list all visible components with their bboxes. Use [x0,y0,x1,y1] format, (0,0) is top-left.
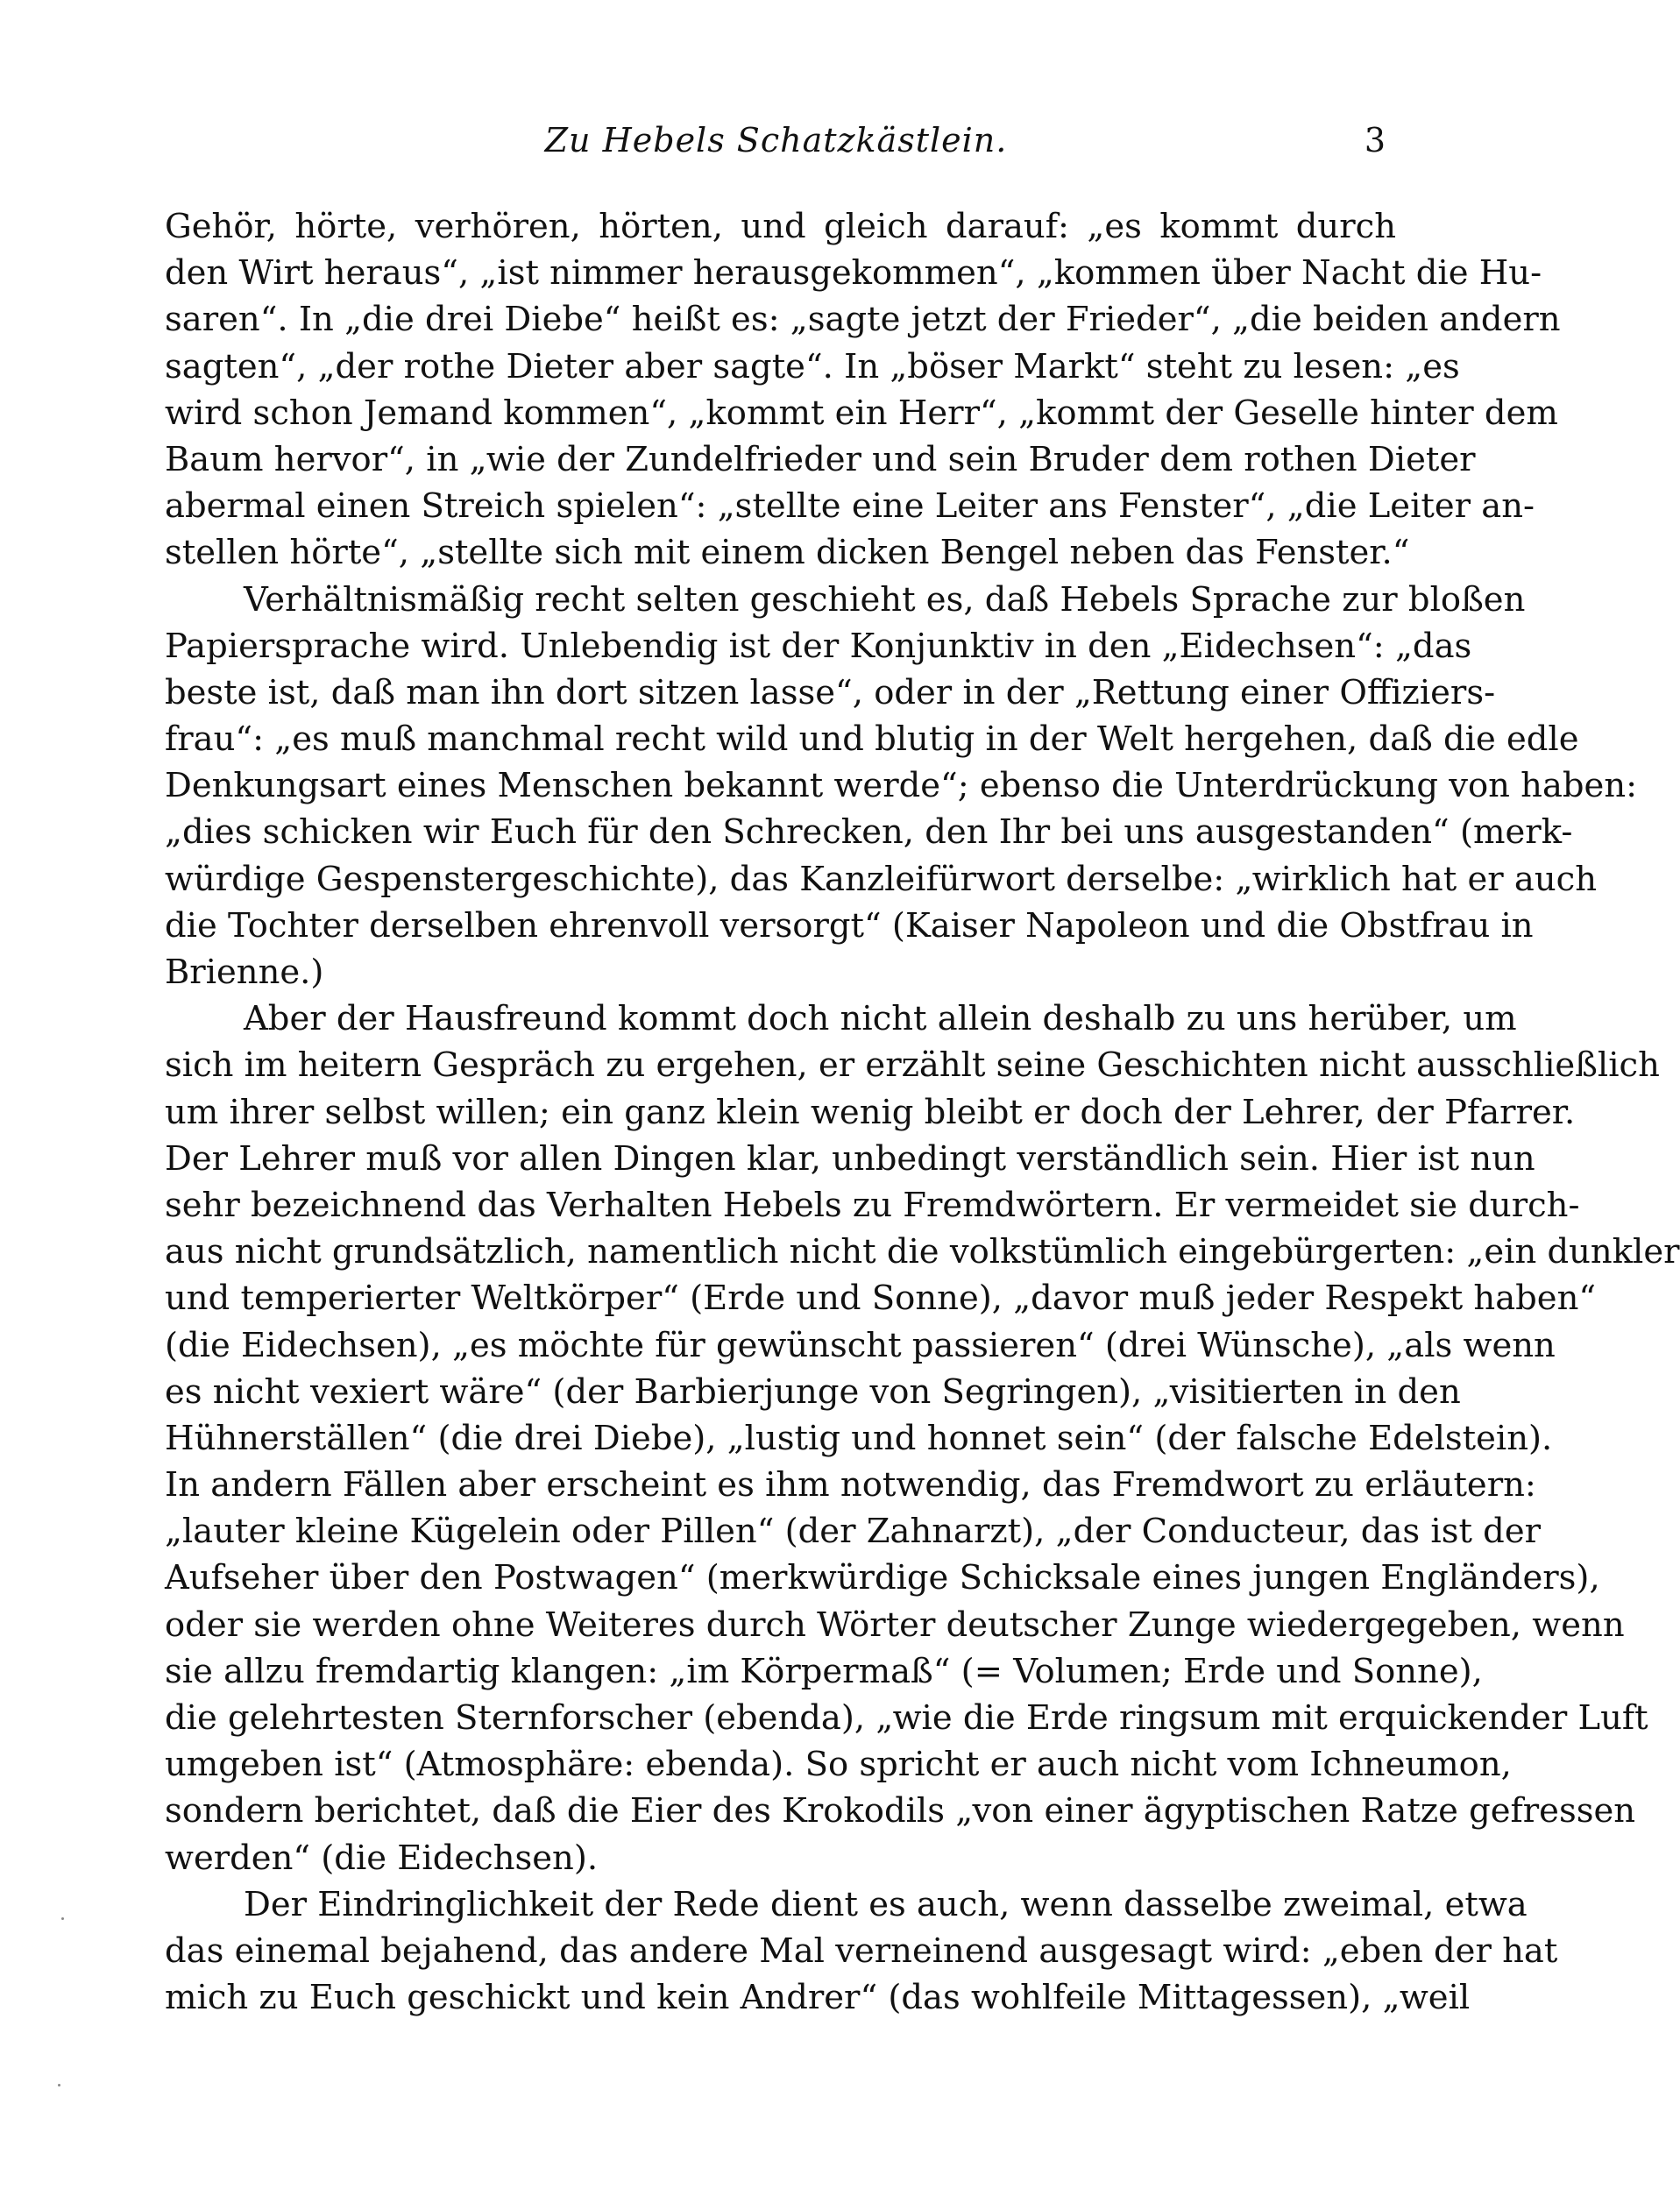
text-line: stellen hörte“, „stellte sich mit einem dicken Bengel neben das Fenster.“ [165,533,1410,573]
paper-speck [58,2084,60,2086]
text-line: sie allzu fremdartig klangen: „im Körpermaß“ (= Volumen; Erde und Sonne), [165,1651,1483,1691]
text-line: Brienne.) [165,953,324,992]
paper-speck [61,1917,64,1920]
text-line: würdige Gespenstergeschichte), das Kanzleifürwort derselbe: „wirklich hat er auch [165,859,1597,899]
text-line: es nicht vexiert wäre“ (der Barbierjunge von Segringen), „visitierten in den [165,1371,1461,1412]
text-line: „lauter kleine Kügelein oder Pillen“ (der Zahnarzt), „der Conducteur, das ist der [165,1512,1542,1552]
text-line: abermal einen Streich spielen“: „stellte eine Leiter ans Fenster“, „die Leiter an- [165,486,1535,527]
text-line: umgeben ist“ (Atmosphäre: ebenda). So spricht er auch nicht vom Ichneumon, [165,1745,1512,1785]
text-line: um ihrer selbst willen; ein ganz klein wenig bleibt er doch der Lehrer, der Pfarrer. [165,1092,1576,1132]
text-line: sehr bezeichnend das Verhalten Hebels zu Fremdwörtern. Er vermeidet sie durch- [165,1185,1580,1225]
paragraph-first-line: Aber der Hausfreund kommt doch nicht allein deshalb zu uns herüber, um [244,999,1517,1039]
paragraph-first-line: Verhältnismäßig recht selten geschieht es, daß Hebels Sprache zur bloßen [244,579,1526,620]
text-line: das einemal bejahend, das andere Mal verneinend ausgesagt wird: „eben der hat [165,1930,1558,1971]
page-number: 3 [1364,121,1386,159]
body-text [165,203,1680,2021]
text-line: oder sie werden ohne Weiteres durch Wörter deutscher Zunge wiedergegeben, wenn [165,1605,1625,1645]
text-line: die gelehrtesten Sternforscher (ebenda), „wie die Erde ringsum mit erquickender Luft [165,1698,1648,1738]
paragraph-first-line: Der Eindringlichkeit der Rede dient es auch, wenn dasselbe zweimal, etwa [244,1884,1528,1924]
text-line: sagten“, „der rothe Dieter aber sagte“. In „böser Markt“ steht zu lesen: „es [165,346,1460,386]
text-line: In andern Fällen aber erscheint es ihm notwendig, das Fremdwort zu erläutern: [165,1465,1536,1505]
text-line: beste ist, daß man ihn dort sitzen lasse“, oder in der „Rettung einer Offiziers- [165,672,1496,712]
text-line: mich zu Euch geschickt und kein Andrer“ (das wohlfeile Mittagessen), „weil [165,1978,1471,2018]
text-line: Papiersprache wird. Unlebendig ist der Konjunktiv in den „Eidechsen“: „das [165,626,1472,666]
text-line: sondern berichtet, daß die Eier des Krokodils „von einer ägyptischen Ratze gefressen [165,1791,1636,1831]
text-line: Aufseher über den Postwagen“ (merkwürdige Schicksale eines jungen Engländers), [165,1558,1600,1598]
text-line: aus nicht grundsätzlich, namentlich nicht die volkstümlich eingebürgerten: „ein dunkler [165,1232,1680,1272]
text-line: wird schon Jemand kommen“, „kommt ein Herr“, „kommt der Geselle hinter dem [165,393,1558,433]
text-line: Gehör, hörte, verhören, hörten, und gleich darauf: „es kommt durch [165,207,1396,246]
running-title: Zu Hebels Schatzkästlein. [544,121,1008,159]
text-line: Denkungsart eines Menschen bekannt werde“; ebenso die Unterdrückung von haben: [165,766,1638,806]
text-line: Der Lehrer muß vor allen Dingen klar, unbedingt verständlich sein. Hier ist nun [165,1138,1535,1179]
text-line: die Tochter derselben ehrenvoll versorgt“ (Kaiser Napoleon und die Obstfrau in [165,905,1534,946]
text-line: den Wirt heraus“, „ist nimmer herausgekommen“, „kommen über Nacht die Hu- [165,253,1542,294]
text-line: „dies schicken wir Euch für den Schrecken, den Ihr bei uns ausgestanden“ (merk- [165,812,1573,853]
text-line: saren“. In „die drei Diebe“ heißt es: „sagte jetzt der Frieder“, „die beiden andern [165,300,1561,340]
text-line: frau“: „es muß manchmal recht wild und blutig in der Welt hergehen, daß die edle [165,719,1579,760]
text-line: Hühnerställen“ (die drei Diebe), „lustig und honnet sein“ (der falsche Edelstein). [165,1418,1553,1458]
text-line: Baum hervor“, in „wie der Zundelfrieder und sein Bruder dem rothen Dieter [165,439,1476,479]
text-line: werden“ (die Eidechsen). [165,1838,599,1878]
text-line: und temperierter Weltkörper“ (Erde und Sonne), „davor muß jeder Respekt haben“ [165,1279,1597,1319]
running-header [167,121,1386,165]
text-line: (die Eidechsen), „es möchte für gewünscht passieren“ (drei Wünsche), „als wenn [165,1325,1556,1365]
text-line: sich im heitern Gespräch zu ergehen, er erzählt seine Geschichten nicht ausschließlich [165,1045,1660,1086]
